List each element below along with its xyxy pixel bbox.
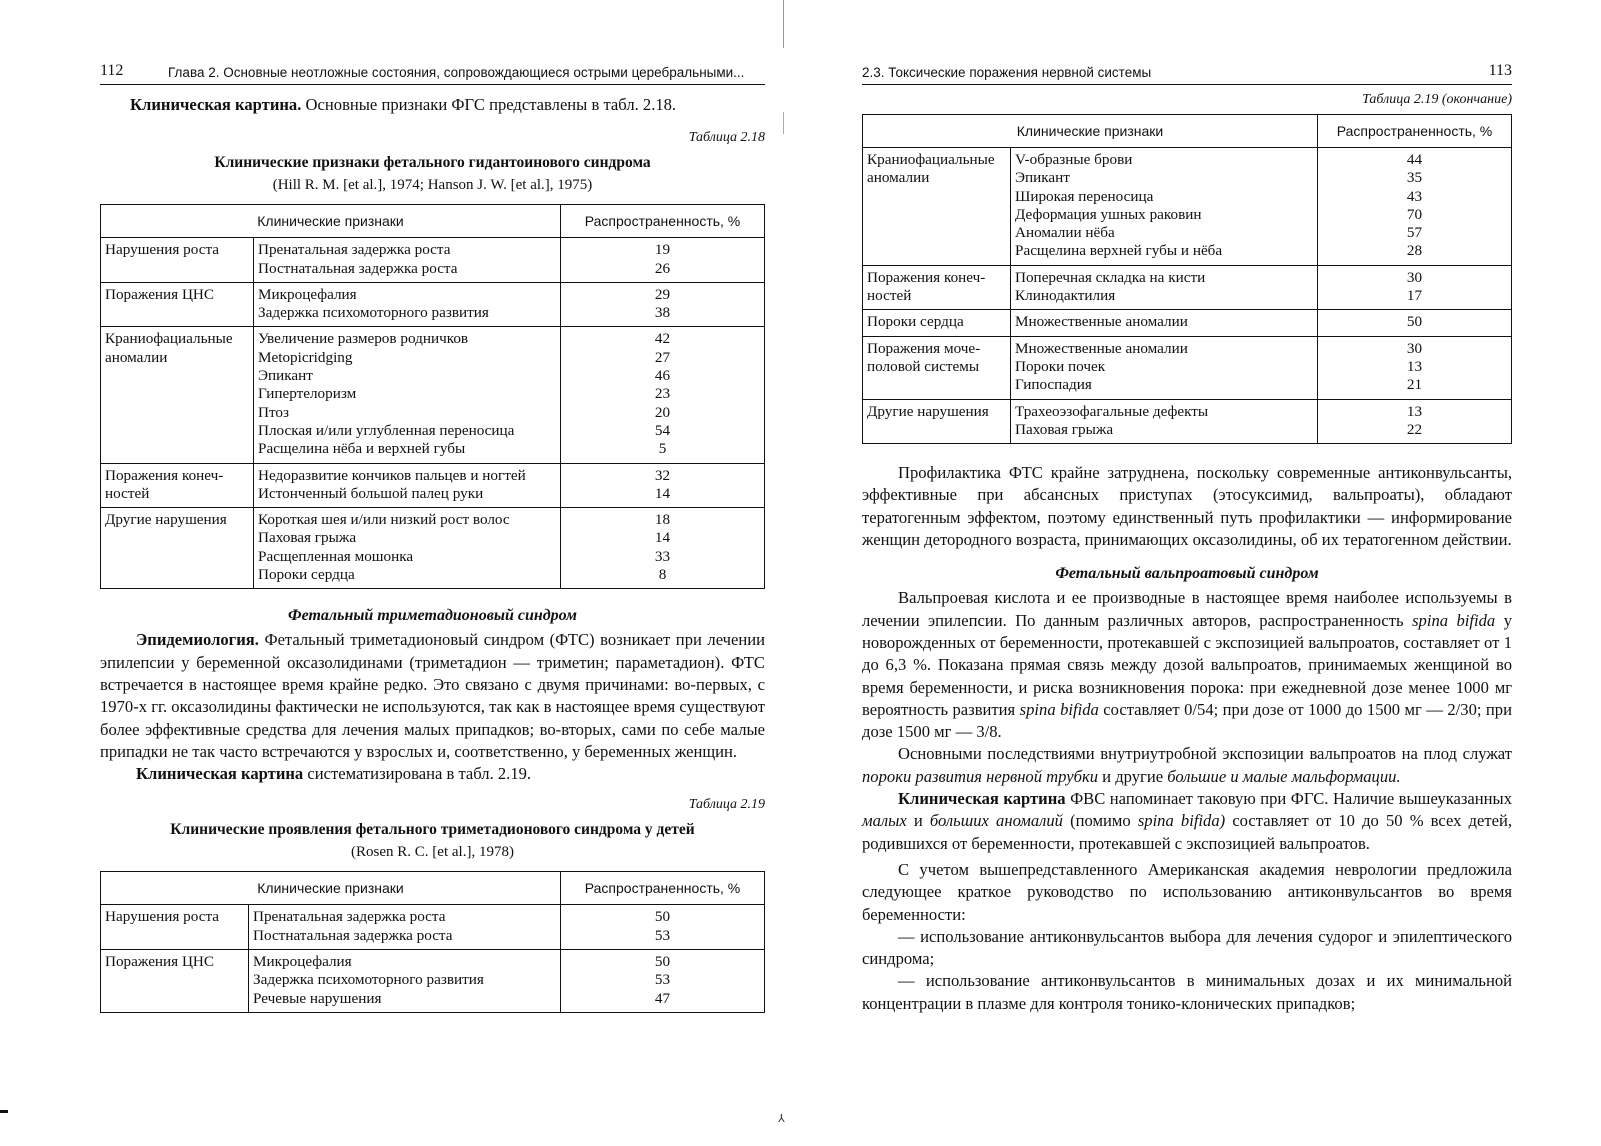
group-cell: Поражения ЦНС: [101, 950, 249, 1013]
table-row: [101, 282, 765, 327]
value-item: 35: [1406, 169, 1423, 187]
signs-cell: [249, 950, 561, 1013]
group-cell: Поражения конеч-ностей: [101, 463, 254, 508]
sign-item: Metopicridging: [258, 348, 353, 366]
table-body: [863, 148, 1512, 444]
value-item: 17: [1406, 287, 1423, 305]
epidemiology-lead: Эпидемиология.: [136, 630, 259, 650]
sign-item: Расщепленная мошонка: [258, 547, 414, 565]
text-run: (помимо: [1062, 811, 1138, 831]
table-row: [101, 950, 765, 1013]
group-cell: Краниофациальные аномалии: [863, 148, 1011, 266]
sign-item: Микроцефалия: [253, 953, 352, 971]
running-header-text: Глава 2. Основные неотложные состояния, сопровождающиеся острыми церебральными...: [168, 65, 745, 80]
sign-item: Гипертелоризм: [258, 385, 357, 403]
group-cell: Краниофациальные аномалии: [101, 327, 254, 463]
group-cell: Другие нарушения: [101, 508, 254, 589]
values-cell: [561, 950, 765, 1013]
group-cell: Поражения моче-половой системы: [863, 336, 1011, 399]
value-item: 5: [658, 440, 667, 458]
signs-cell: [254, 238, 561, 283]
footer-mark: ⅄: [778, 1113, 785, 1125]
group-cell: Нарушения роста: [101, 905, 249, 950]
value-item: 33: [654, 547, 671, 565]
sign-item: Гипоспадия: [1015, 376, 1092, 394]
value-item: 21: [1406, 376, 1423, 394]
sign-item: Постнатальная задержка роста: [258, 259, 458, 277]
text-run: и другие: [1098, 766, 1168, 786]
clinical-paragraph: [862, 788, 1512, 855]
sign-item: Аномалии нёба: [1015, 224, 1115, 242]
sign-item: Поперечная складка на кисти: [1015, 268, 1206, 286]
section-title: Фетальный вальпроатовый синдром: [1055, 565, 1319, 583]
italic-term: пороки развития нервной трубки: [862, 766, 1099, 786]
signs-cell: [254, 282, 561, 327]
running-header: [100, 58, 765, 85]
table-title: Клинические проявления фетального триметадионового синдрома у детей: [170, 821, 695, 839]
table-row: [101, 463, 765, 508]
corner-mark: [0, 1110, 8, 1113]
value-item: 22: [1406, 420, 1423, 438]
left-content: [100, 94, 765, 1013]
group-cell: Нарушения роста: [101, 238, 254, 283]
value-item: 57: [1406, 224, 1423, 242]
value-item: 8: [658, 566, 667, 584]
sign-item: Паховая грыжа: [258, 529, 357, 547]
signs-cell: [1011, 310, 1318, 336]
sign-item: Эпикант: [258, 367, 313, 385]
col-header-prevalence: Распространенность, %: [561, 872, 765, 905]
text-run: ФВС напоминает таковую при ФГС. Наличие вышеуказанных: [1065, 789, 1512, 809]
table-body: [101, 238, 765, 589]
italic-term: spina bifida): [1137, 811, 1226, 831]
value-item: 47: [654, 989, 671, 1007]
text-run: и: [906, 811, 930, 831]
clinical-lead: Клиническая картина: [136, 764, 304, 784]
value-item: 19: [654, 241, 671, 259]
group-cell: Поражения конеч-ностей: [863, 265, 1011, 310]
text-run: у новорожденных от беременности, протекавшей с экспозицией вальпроатов, составляет от 1 до 6,3 %. Показана прямая связь между дозой вальпроатов, принимаемых женщиной во время беременности, и риска возникновения порока: при ежедневной дозе менее 1000 мг вероятность развития: [862, 610, 1512, 719]
table-body: [101, 905, 765, 1012]
italic-term: больших аномалий: [929, 811, 1063, 831]
col-header-prevalence: Распространенность, %: [561, 205, 765, 238]
table-fetal-hydantoin: [100, 204, 765, 589]
sign-item: Постнатальная задержка роста: [253, 926, 453, 944]
values-cell: [561, 463, 765, 508]
sign-item: Речевые нарушения: [253, 989, 382, 1007]
signs-cell: [249, 905, 561, 950]
value-item: 29: [654, 285, 671, 303]
gutter-line: [783, 0, 784, 48]
sign-item: Задержка психомоторного развития: [258, 304, 489, 322]
value-item: 13: [1406, 402, 1423, 420]
italic-term: большие и малые мальформации.: [1167, 766, 1401, 786]
signs-cell: [1011, 265, 1318, 310]
signs-cell: [1011, 399, 1318, 444]
table-row: [101, 238, 765, 283]
sign-item: Короткая шея и/или низкий рост волос: [258, 511, 510, 529]
value-item: 32: [654, 466, 671, 484]
sign-item: Истонченный большой палец руки: [258, 484, 484, 502]
sign-item: Микроцефалия: [258, 285, 357, 303]
text-run: составляет от 10 до 50 % всех детей, родившихся от беременности, протекавшей с экспозицией вальпроатов.: [862, 811, 1513, 853]
col-header-signs: Клинические признаки: [101, 872, 561, 905]
sign-item: Клинодактилия: [1015, 287, 1116, 305]
value-item: 20: [654, 403, 671, 421]
signs-cell: [1011, 336, 1318, 399]
sign-item: Расщелина верхней губы и нёба: [1015, 242, 1223, 260]
table-header-row: [101, 205, 765, 238]
table-number: Таблица 2.19: [688, 797, 765, 813]
table-row: [863, 336, 1512, 399]
text-run: Вальпроевая кислота и ее производные в настоящее время наиболее используемы в лечении эпилепсии. По данным различных авторов, распространенность: [862, 588, 1512, 630]
group-cell: Пороки сердца: [863, 310, 1011, 336]
table-fetal-trimethadione-continued: [862, 114, 1512, 444]
prophylaxis-paragraph: Профилактика ФТС крайне затруднена, поскольку современные антиконвульсанты, эффективные при абсансных приступах (этосуксимид, вальпроаты), обладают тератогенным эффектом, поэтому единственный путь профилактики — информирование женщин детородного возраста, принимающих оксазолидины, об их тератогенном действии.: [862, 463, 1512, 550]
col-header-prevalence: Распространенность, %: [1318, 115, 1512, 148]
table-row: [863, 310, 1512, 336]
signs-cell: [254, 508, 561, 589]
table-number: Таблица 2.19 (окончание): [1362, 92, 1512, 107]
value-item: 27: [654, 348, 671, 366]
sign-item: Расщелина нёба и верхней губы: [258, 440, 466, 458]
table-source: (Hill R. M. [et al.], 1974; Hanson J. W. [et al.], 1975): [272, 177, 593, 194]
running-header: [862, 58, 1512, 85]
value-item: 18: [654, 511, 671, 529]
values-cell: [561, 282, 765, 327]
table-row: [863, 399, 1512, 444]
sign-item: Пороки сердца: [258, 566, 355, 584]
table-row: [101, 327, 765, 463]
italic-term: spina bifida: [1019, 699, 1099, 719]
guideline-item: — использование антиконвульсантов выбора для лечения судорог и эпилептического синдрома;: [862, 926, 1512, 969]
values-cell: [561, 238, 765, 283]
value-item: 53: [654, 926, 671, 944]
col-header-signs: Клинические признаки: [101, 205, 561, 238]
table-header-row: [863, 115, 1512, 148]
value-item: 14: [654, 529, 671, 547]
intro-lead: Клиническая картина.: [130, 95, 302, 114]
sign-item: Деформация ушных раковин: [1015, 205, 1202, 223]
value-item: 23: [654, 385, 671, 403]
sign-item: Широкая переносица: [1015, 187, 1154, 205]
running-header-text: 2.3. Токсические поражения нервной системы: [862, 65, 1152, 80]
sign-item: Плоская и/или углубленная переносица: [258, 421, 515, 439]
consequences-paragraph: [862, 743, 1512, 788]
value-item: 14: [654, 484, 671, 502]
epidemiology-text: Фетальный триметадионовый синдром (ФТС) возникает при лечении эпилепсии у беременной оксазолидинами (триметадион — триметин; параметадион). ФТС встречается в настоящее время крайне редко. Это связано с двумя причинами: во-первых, с 1970-х гг. оксазолидины фактически не используются, так как в настоящее время существуют более эффективные средства для лечения малых припадков; во-вторых, сами по себе малые припадки не так часто встречаются у взрослых и, соответственно, у беременных женщин.: [100, 630, 765, 761]
clinical-text: систематизирована в табл. 2.19.: [303, 764, 532, 784]
sign-item: Множественные аномалии: [1015, 339, 1188, 357]
value-item: 46: [654, 367, 671, 385]
signs-cell: [1011, 148, 1318, 266]
intro-paragraph: [100, 94, 765, 116]
text-run: составляет 0/54; при дозе от 1000 до 1500 мг — 2/30; при дозе 1500 мг — 3/8.: [862, 699, 1512, 742]
table-title: Клинические признаки фетального гидантоинового синдрома: [214, 154, 651, 172]
table-row: [101, 905, 765, 950]
value-item: 43: [1406, 187, 1423, 205]
valproate-paragraph: [862, 587, 1512, 743]
values-cell: [1318, 399, 1512, 444]
table-row: [101, 508, 765, 589]
page-number: 113: [1488, 62, 1512, 79]
clinical-lead: Клиническая картина: [898, 789, 1066, 809]
value-item: 13: [1406, 357, 1423, 375]
values-cell: [1318, 310, 1512, 336]
sign-item: Птоз: [258, 403, 289, 421]
sign-item: Пренатальная задержка роста: [258, 241, 451, 259]
page-number: 112: [100, 62, 124, 79]
value-item: 50: [654, 908, 671, 926]
value-item: 53: [654, 971, 671, 989]
group-cell: Поражения ЦНС: [101, 282, 254, 327]
guideline-paragraph: С учетом вышепредставленного Американская академия неврологии предложила следующее краткое руководство по использованию антиконвульсантов во время беременности:: [862, 859, 1512, 924]
sign-item: Паховая грыжа: [1015, 420, 1114, 438]
value-item: 28: [1406, 242, 1423, 260]
values-cell: [1318, 265, 1512, 310]
value-item: 70: [1406, 205, 1423, 223]
sign-item: Пренатальная задержка роста: [253, 908, 446, 926]
values-cell: [1318, 148, 1512, 266]
table-row: [863, 148, 1512, 266]
italic-term: малых: [862, 811, 907, 831]
value-item: 30: [1406, 339, 1423, 357]
values-cell: [1318, 336, 1512, 399]
sign-item: Эпикант: [1015, 169, 1070, 187]
values-cell: [561, 327, 765, 463]
section-title: Фетальный триметадионовый синдром: [287, 607, 578, 625]
value-item: 54: [654, 421, 671, 439]
sign-item: Трахеоэзофагальные дефекты: [1015, 402, 1209, 420]
value-item: 38: [654, 304, 671, 322]
value-item: 42: [654, 330, 671, 348]
col-header-signs: Клинические признаки: [863, 115, 1318, 148]
sign-item: Недоразвитие кончиков пальцев и ногтей: [258, 466, 526, 484]
sign-item: Увеличение размеров родничков: [258, 330, 469, 348]
text-run: Основными последствиями внутриутробной экспозиции вальпроатов на плод служат: [898, 744, 1512, 764]
signs-cell: [254, 463, 561, 508]
clinical-paragraph: [100, 763, 765, 785]
value-item: 50: [654, 953, 671, 971]
signs-cell: [254, 327, 561, 463]
table-header-row: [101, 872, 765, 905]
value-item: 44: [1406, 151, 1423, 168]
sign-item: Множественные аномалии: [1015, 313, 1188, 331]
value-item: 26: [654, 259, 671, 277]
gutter-line: [783, 112, 784, 134]
value-item: 50: [1406, 313, 1423, 331]
sign-item: V-образные брови: [1015, 151, 1133, 168]
sign-item: Задержка психомоторного развития: [253, 971, 484, 989]
values-cell: [561, 905, 765, 950]
epidemiology-paragraph: [100, 629, 765, 763]
group-cell: Другие нарушения: [863, 399, 1011, 444]
table-row: [863, 265, 1512, 310]
value-item: 30: [1406, 268, 1423, 286]
table-source: (Rosen R. C. [et al.], 1978): [351, 844, 514, 861]
sign-item: Пороки почек: [1015, 357, 1106, 375]
guideline-item: — использование антиконвульсантов в минимальных дозах и их минимальной концентрации в плазме для контроля тонико-клонических припадков;: [862, 971, 1512, 1013]
table-fetal-trimethadione: [100, 871, 765, 1012]
intro-text: Основные признаки ФГС представлены в табл. 2.18.: [301, 95, 677, 114]
right-content: [862, 90, 1512, 1015]
values-cell: [561, 508, 765, 589]
table-number: Таблица 2.18: [688, 130, 765, 146]
italic-term: spina bifida: [1412, 610, 1496, 630]
